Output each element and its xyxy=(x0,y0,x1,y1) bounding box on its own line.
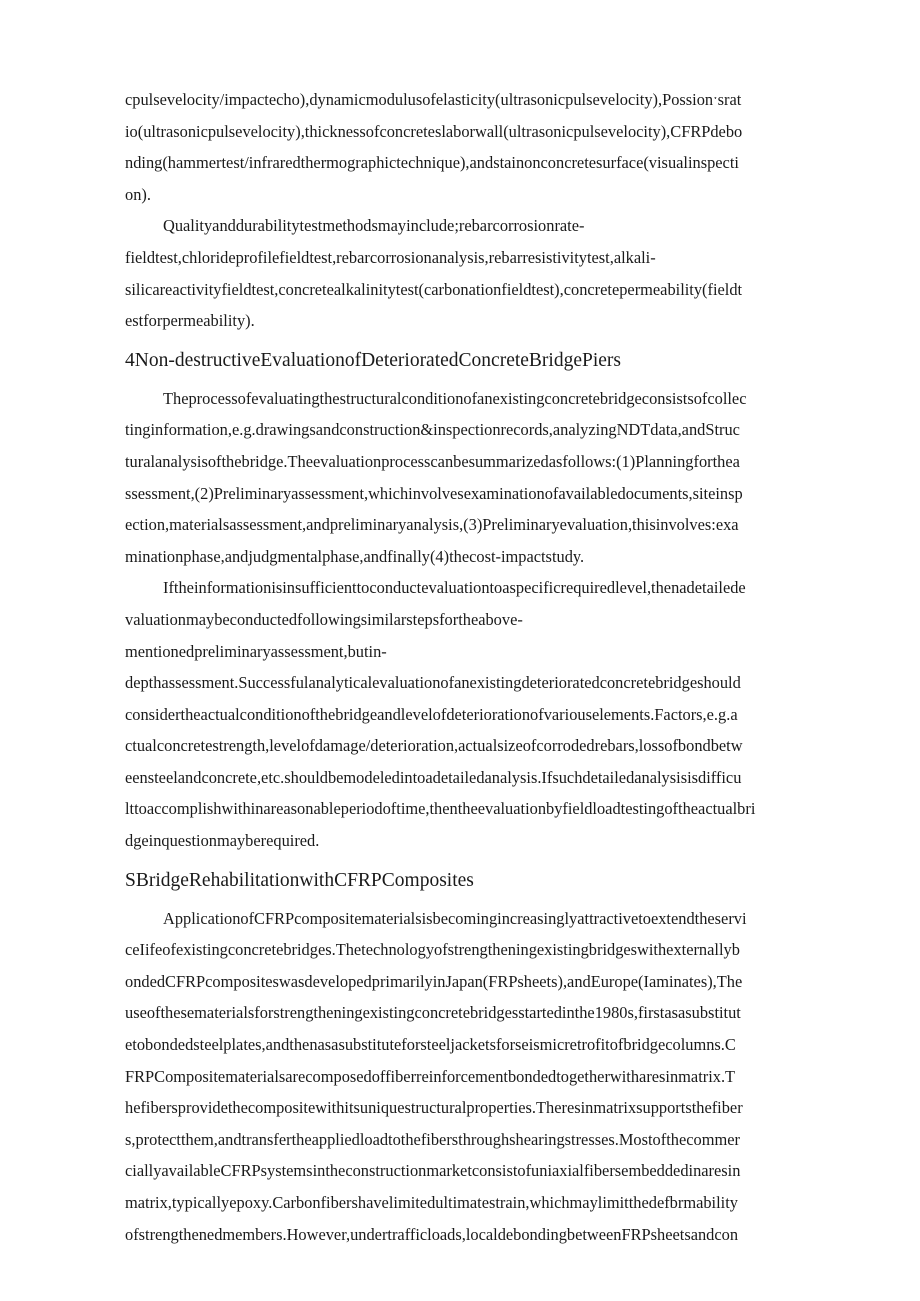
text-line: lttoaccomplishwithinareasonableperiodoftime,thentheevaluationbyfieldloadtestingoftheactualbri xyxy=(125,799,756,819)
text-line: depthassessment.Successfulanalyticalevaluationofanexistingdeterioratedconcretebridgeshould xyxy=(125,673,741,693)
text-line: valuationmaybeconductedfollowingsimilarstepsfortheabove- xyxy=(125,609,523,629)
text-line: tinginformation,e.g.drawingsandconstruction&inspectionrecords,analyzingNDTdata,andStruc xyxy=(125,420,740,440)
text-line: dgeinquestionmayberequired. xyxy=(125,831,320,851)
quality-durability-paragraph xyxy=(125,210,825,336)
text-line: eensteelandconcrete,etc.shouldbemodeledintoadetailedanalysis.Ifsuchdetailedanalysisisdifficu xyxy=(125,767,742,787)
text-line: ofstrengthenedmembers.However,undertrafficloads,localdebondingbetweenFRPsheetsandcon xyxy=(125,1224,739,1244)
text-line: FRPCompositematerialsarecomposedoffiberreinforcementbondedtogetherwitharesinmatrix.T xyxy=(125,1066,736,1086)
text-line: ctualconcretestrength,levelofdamage/deterioration,actualsizeofcorrodedrebars,lossofbondbetw xyxy=(125,736,743,756)
text-line: mentionedpreliminaryassessment,butin- xyxy=(125,641,387,661)
text-line: turalanalysisofthebridge.Theevaluationprocesscanbesummarizedasfollows:(1)Planningforthea xyxy=(125,451,740,471)
text-line: matrix,typicallyepoxy.Carbonfibershavelimitedultimatestrain,whichmaylimitthedefbrmability xyxy=(125,1193,738,1212)
text-line: hefibersprovidethecompositewithitsuniquestructuralproperties.Theresinmatrixsupportsthefiber xyxy=(125,1098,743,1118)
evaluation-paragraph-1 xyxy=(125,383,825,573)
intro-tail-paragraph xyxy=(125,84,825,210)
text-line: ondedCFRPcompositeswasdevelopedprimarilyinJapan(FRPsheets),andEurope(Iaminates),The xyxy=(125,971,743,991)
text-line: cpulsevelocity/impactecho),dynamicmodulusofelasticity(ultrasonicpulsevelocity),Possionˑsrat xyxy=(125,90,742,109)
evaluation-paragraph-2 xyxy=(125,572,825,856)
text-line: ssessment,(2)Preliminaryassessment,whichinvolvesexaminationofavailabledocuments,siteinsp xyxy=(125,483,743,503)
text-line: ection,materialsassessment,andpreliminaryanalysis,(3)Preliminaryevaluation,thisinvolves:exa xyxy=(125,515,739,535)
text-line: useofthesematerialsforstrengtheningexistingconcretebridgesstartedinthe1980s,firstasasubstitut xyxy=(125,1003,741,1023)
text-line: Theprocessofevaluatingthestructuralconditionofanexistingconcretebridgeconsistsofcollec xyxy=(163,388,747,408)
text-line: fieldtest,chlorideprofilefieldtest,rebarcorrosionanalysis,rebarresistivitytest,alkali- xyxy=(125,247,656,267)
text-line: ceIifeofexistingconcretebridges.Thetechnologyofstrengtheningexistingbridgeswithexternallyb xyxy=(125,940,740,960)
text-line: Iftheinformationisinsufficienttoconductevaluationtoaspecificrequiredlevel,thenadetailede xyxy=(163,578,746,598)
section-heading-5: SBridgeRehabilitationwithCFRPComposites xyxy=(125,869,474,891)
text-line: s,protectthem,andtransfertheappliedloadtothefibersthroughshearingstresses.Mostofthecommer xyxy=(125,1129,740,1149)
text-line: io(ultrasonicpulsevelocity),thicknessofconcreteslaborwall(ultrasonicpulsevelocity),CFRPdebo xyxy=(125,121,743,141)
text-line: on). xyxy=(125,184,151,204)
text-line: silicareactivityfieldtest,concretealkalinitytest(carbonationfieldtest),concretepermeability(fieldt xyxy=(125,279,743,299)
document-page xyxy=(125,84,825,1250)
text-line: ciallyavailableCFRPsystemsintheconstructionmarketconsistofuniaxialfibersembeddedinaresin xyxy=(125,1161,741,1181)
section-heading-4: 4Non-destructiveEvaluationofDeterioratedConcreteBridgePiers xyxy=(125,349,621,371)
text-line: estforpermeability). xyxy=(125,311,255,331)
text-line: ApplicationofCFRPcompositematerialsisbecomingincreasinglyattractivetoextendtheservi xyxy=(163,908,747,928)
text-line: minationphase,andjudgmentalphase,andfinally(4)thecost-impactstudy. xyxy=(125,546,585,566)
cfrp-paragraph xyxy=(125,903,825,1251)
text-line: considertheactualconditionofthebridgeandlevelofdeteriorationofvariouselements.Factors,e.g.a xyxy=(125,704,738,724)
text-line: etobondedsteelplates,andthenasasubstituteforsteeljacketsforseismicretrofitofbridgecolumns.C xyxy=(125,1035,736,1055)
text-line: Qualityanddurabilitytestmethodsmayinclude;rebarcorrosionrate- xyxy=(163,216,585,236)
text-line: nding(hammertest/infraredthermographictechnique),andstainonconcretesurface(visualinspecti xyxy=(125,153,739,173)
